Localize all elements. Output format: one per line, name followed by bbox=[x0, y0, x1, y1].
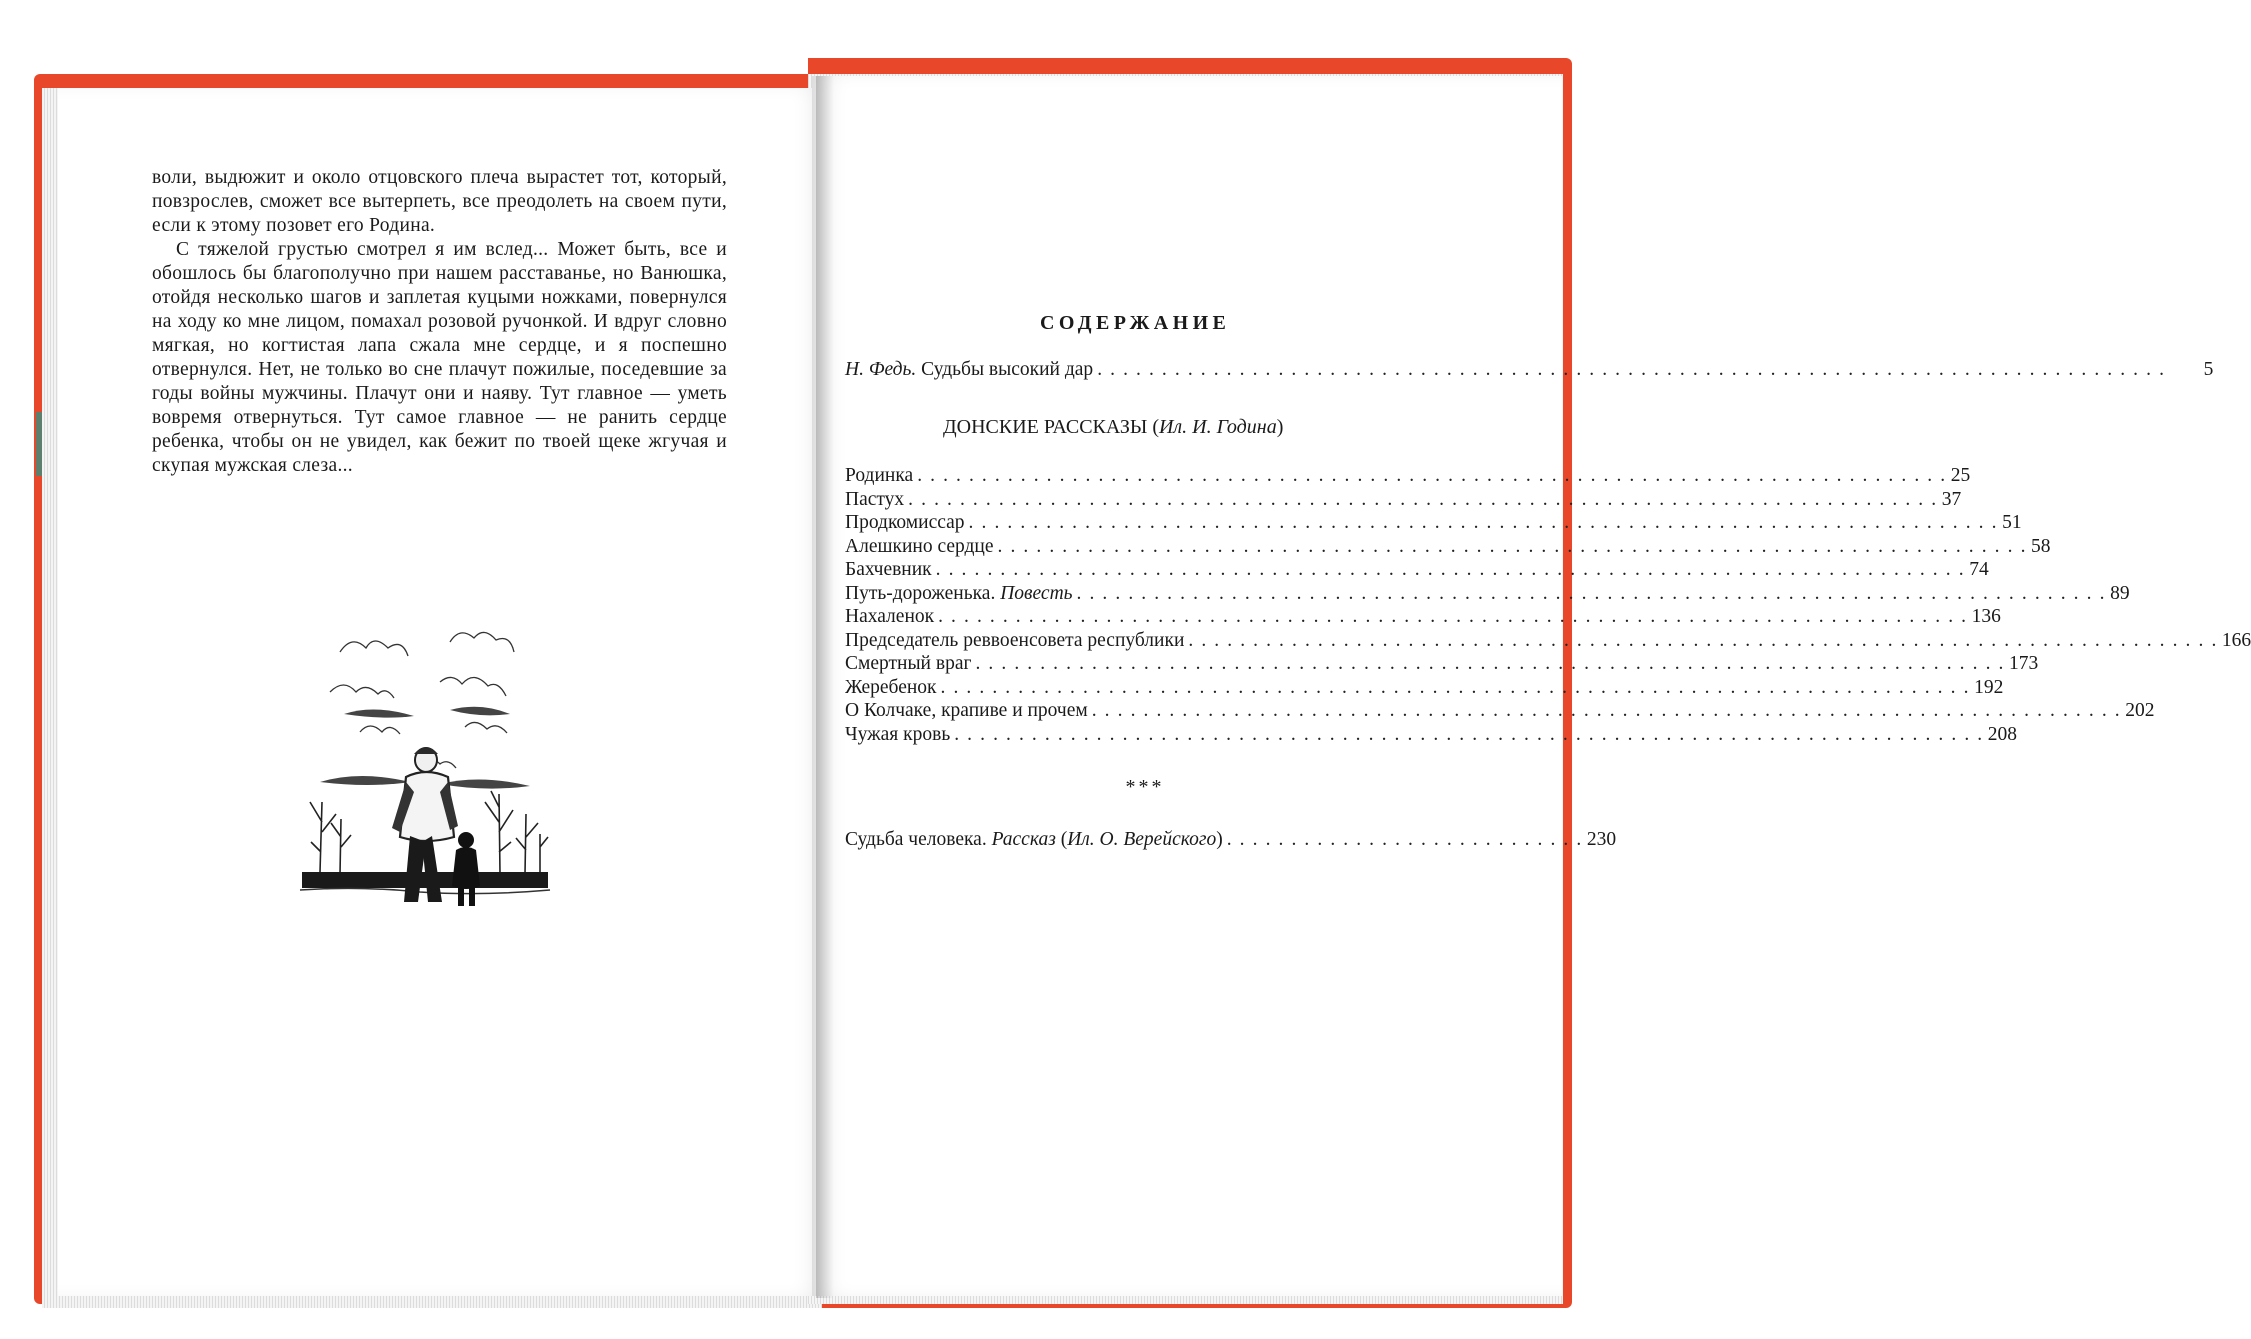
toc-entry bbox=[845, 652, 2039, 676]
paragraph: С тяжелой грустью смотрел я им вслед... Может быть, все и обошлось бы благополучно при нашем расставанье, но Ванюшка, отойдя несколько шагов и заплетая куцыми ножками, повернулся на ходу ко мне лицом, помахал розовой ручонкой. И вдруг словно мягкая, но когтистая лапа сжала мне сердце, и я поспешно отвернулся. Нет, не только во сне плачут пожилые, поседевшие за годы войны мужчины. Плачут они и наяву. Тут главное — уметь вовремя отвернуться. Тут самое главное — не ранить сердце ребенка, чтобы он не увидел, как бежит по твоей щеке жгучая и скупая мужская слеза... bbox=[152, 239, 727, 476]
section-heading: ДОНСКИЕ РАССКАЗЫ (Ил. И. Година) bbox=[943, 416, 1284, 438]
toc-entry-subtitle: Повесть bbox=[1000, 582, 1073, 604]
leader-dots: . . . . . . . . . . . . . . . . . . . . . . . . . . . . . . . . . . . . . . . . . . . . . . . . . . . . . . . . . . . . . . . . . . . . . . . . . . . . . . . . bbox=[1188, 629, 2218, 651]
leader-dots: . . . . . . . . . . . . . . . . . . . . . . . . . . . . bbox=[1226, 829, 1583, 850]
toc-page-number: 58 bbox=[2031, 535, 2051, 557]
toc-page-number: 51 bbox=[2002, 512, 2022, 533]
toc-page-number: 74 bbox=[1969, 559, 1989, 580]
leader-dots: . . . . . . . . . . . . . . . . . . . . . . . . . . . . . . . . . . . . . . . . . . . . . . . . . . . . . . . . . . . . . . . . . . . . . . . . . . . . . . . . bbox=[1091, 700, 2122, 721]
toc-entry bbox=[845, 629, 2251, 653]
child-figure bbox=[452, 832, 480, 906]
cloud-stroke bbox=[340, 641, 408, 656]
toc-entry-title: Продкомиссар bbox=[845, 512, 965, 533]
toc-entry-title: Чужая кровь bbox=[845, 723, 951, 745]
leader-dots: . . . . . . . . . . . . . . . . . . . . . . . . . . . . . . . . . . . . . . . . . . . . . . . . . . . . . . . . . . . . . . . . . . . . . . . . . . . . . . . . bbox=[908, 488, 1938, 510]
book-gutter-shadow bbox=[816, 76, 834, 1298]
toc-entry bbox=[845, 582, 2130, 606]
toc-entry-title: Бахчевник bbox=[845, 559, 932, 580]
cloud-stroke bbox=[465, 722, 507, 733]
leader-dots: . . . . . . . . . . . . . . . . . . . . . . . . . . . . . . . . . . . . . . . . . . . . . . . . . . . . . . . . . . . . . . . . . . . . . . . . . . . . . . . . bbox=[997, 535, 2028, 557]
cloud-stroke bbox=[360, 726, 400, 734]
toc-entry bbox=[845, 558, 1989, 582]
toc-page-number: 89 bbox=[2110, 582, 2130, 604]
leader-dots: . . . . . . . . . . . . . . . . . . . . . . . . . . . . . . . . . . . . . . . . . . . . . . . . . . . . . . . . . . . . . . . . . . . . . . . . . . . . . . . . bbox=[938, 606, 1968, 627]
leader-dots: . . . . . . . . . . . . . . . . . . . . . . . . . . . . . . . . . . . . . . . . . . . . . . . . . . . . . . . . . . . . . . . . . . . . . . . . . . . . . . . . bbox=[968, 512, 1999, 533]
toc-entry-title: Пастух bbox=[845, 488, 905, 510]
cloud-stroke bbox=[440, 677, 506, 696]
toc-entry-title: Председатель реввоенсовета республики bbox=[845, 629, 1185, 651]
toc-entry-title: Нахаленок bbox=[845, 606, 935, 627]
toc-page-number: 25 bbox=[1950, 465, 1971, 486]
toc-page-number: 37 bbox=[1941, 488, 1962, 510]
leader-dots: . . . . . . . . . . . . . . . . . . . . . . . . . . . . . . . . . . . . . . . . . . . . . . . . . . . . . . . . . . . . . . . . . . . . . . . . . . . . . . . . bbox=[940, 676, 1971, 698]
toc-page-number: 230 bbox=[1586, 829, 1617, 850]
toc-entry bbox=[845, 676, 2004, 700]
contents-title: СОДЕРЖАНИЕ bbox=[1040, 312, 1231, 334]
toc-entry bbox=[845, 464, 1971, 488]
toc-entry bbox=[845, 535, 2051, 559]
leader-dots: . . . . . . . . . . . . . . . . . . . . . . . . . . . . . . . . . . . . . . . . . . . . . . . . . . . . . . . . . . . . . . . . . . . . . . . . . . . . . . . . bbox=[935, 559, 1966, 580]
section-title: ДОНСКИЕ РАССКАЗЫ bbox=[943, 416, 1148, 438]
toc-entry bbox=[845, 605, 2001, 629]
toc-entry bbox=[845, 511, 2022, 535]
father-and-son-illustration bbox=[300, 622, 550, 922]
leader-dots: . . . . . . . . . . . . . . . . . . . . . . . . . . . . . . . . . . . . . . . . . . . . . . . . . . . . . . . . . . . . . . . . . . . . . . . . . . . . . . . . bbox=[917, 465, 1947, 486]
leader-dots: . . . . . . . . . . . . . . . . . . . . . . . . . . . . . . . . . . . . . . . . . . . . . . . . . . . . . . . . . . . . . . . . . . . . . . . . . . . . . . . . bbox=[954, 723, 1984, 745]
final-subtitle: Рассказ bbox=[991, 829, 1056, 850]
section-illustrator: Ил. И. Година bbox=[1158, 416, 1277, 438]
toc-entry-title: Алешкино сердце bbox=[845, 535, 994, 557]
toc-entry-title: Путь-дороженька. bbox=[845, 582, 996, 604]
toc-page-number: 208 bbox=[1987, 723, 2017, 745]
toc-page-number: 136 bbox=[1971, 606, 2001, 627]
toc-page-number: 192 bbox=[1974, 676, 2004, 698]
preface-title: Судьбы высокий дар bbox=[921, 359, 1094, 380]
toc-entry-title: Жеребенок bbox=[845, 676, 937, 698]
toc-page-number: 5 bbox=[2203, 359, 2214, 380]
leader-dots: . . . . . . . . . . . . . . . . . . . . . . . . . . . . . . . . . . . . . . . . . . . . . . . . . . . . . . . . . . . . . . . . . . . . . . . . . . . . . . . . bbox=[975, 653, 2006, 674]
leader-dots: . . . . . . . . . . . . . . . . . . . . . . . . . . . . . . . . . . . . . . . . . . . . . . . . . . . . . . . . . . . . . . . . . . . . . . . . . . . . . . . . bbox=[1076, 582, 2107, 604]
toc-page-number: 173 bbox=[2009, 653, 2039, 674]
toc-entry-title: Смертный враг bbox=[845, 653, 972, 674]
toc-entry-title: Родинка bbox=[845, 465, 914, 486]
toc-entry-preface bbox=[845, 358, 2214, 382]
final-illustrator: Ил. О. Верейского bbox=[1067, 829, 1217, 850]
toc-entry bbox=[845, 699, 2155, 723]
paragraph: воли, выдюжит и около отцовского плеча вырастет тот, который, повзрослев, сможет все вытерпеть, все преодолеть на своем пути, если к этому позовет его Родина. bbox=[152, 167, 727, 236]
toc-page-number: 166 bbox=[2221, 629, 2251, 651]
cloud-stroke bbox=[450, 632, 514, 652]
toc-entry-final: Судьба человека. Рассказ (Ил. О. Верейского) . . . . . . . . . . . . . . . . . . . . . . . . . . . . 230 bbox=[845, 829, 1617, 850]
toc-page-number: 202 bbox=[2125, 700, 2155, 721]
cloud-stroke bbox=[330, 685, 394, 698]
leader-dots: . . . . . . . . . . . . . . . . . . . . . . . . . . . . . . . . . . . . . . . . . . . . . . . . . . . . . . . . . . . . . . . . . . . . . . . . . . . . . . . . . . . bbox=[1097, 359, 2166, 380]
story-text bbox=[152, 166, 727, 478]
final-title: Судьба человека. bbox=[845, 829, 987, 850]
toc-entry bbox=[845, 488, 1962, 512]
preface-author: Н. Федь. bbox=[845, 359, 917, 380]
separator-stars: *** bbox=[1125, 776, 1165, 798]
toc-entry-title: О Колчаке, крапиве и прочем bbox=[845, 700, 1088, 721]
toc-entry bbox=[845, 723, 2017, 747]
